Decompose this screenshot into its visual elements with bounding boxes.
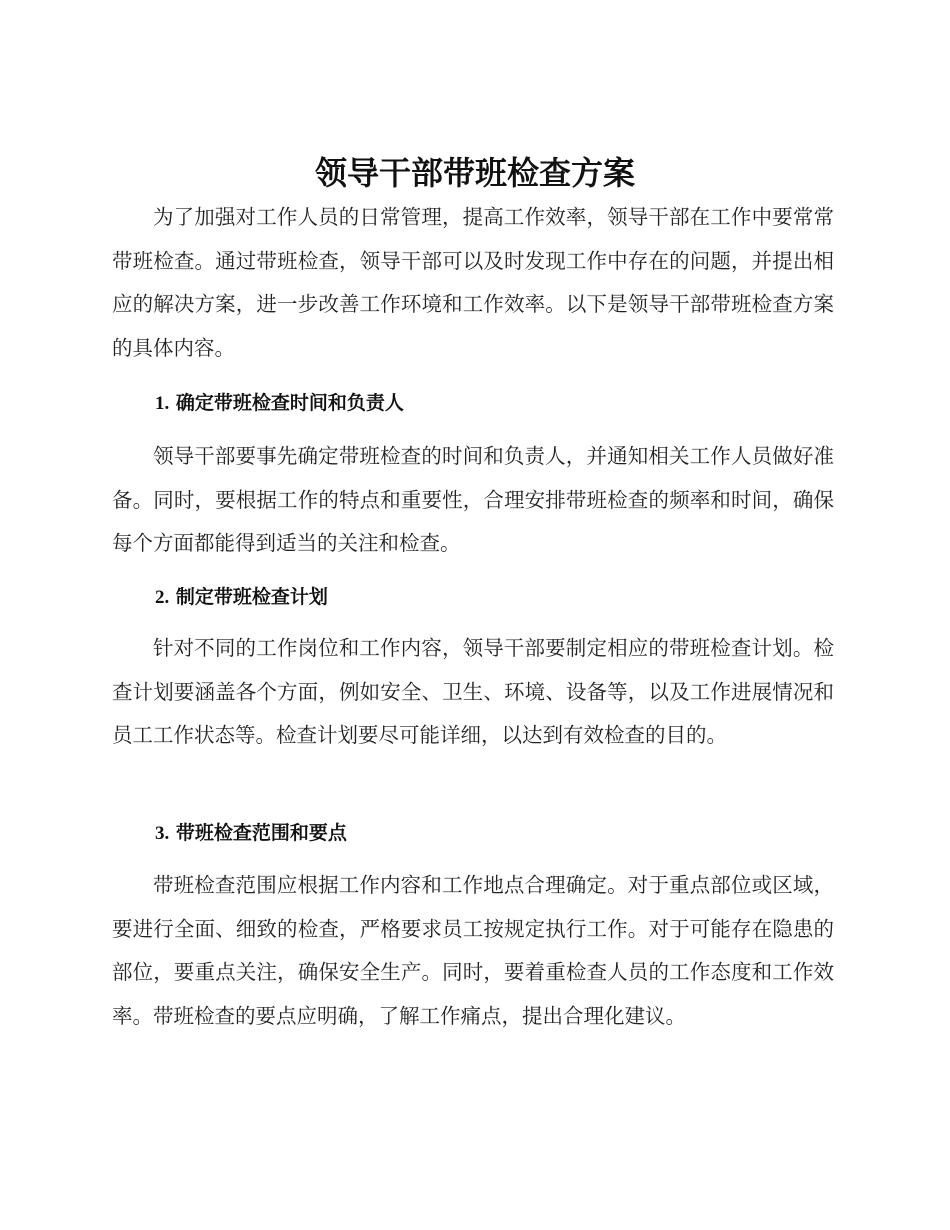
section-1-number: 1.: [155, 393, 170, 414]
section-3-body: 带班检查范围应根据工作内容和工作地点合理确定。对于重点部位或区域，要进行全面、细致的检查，严格要求员工按规定执行工作。对于可能存在隐患的部位，要重点关注，确保安全生产。同时，要着重检查人员的工作态度和工作效率。带班检查的要点应明确，了解工作痛点，提出合理化建议。: [112, 873, 834, 1028]
section-1-heading: [155, 388, 404, 419]
intro-paragraph: 为了加强对工作人员的日常管理，提高工作效率，领导干部在工作中要常常带班检查。通过带班检查，领导干部可以及时发现工作中存在的问题，并提出相应的解决方案，进一步改善工作环境和工作效率。以下是领导干部带班检查方案的具体内容。: [112, 205, 834, 360]
section-1-title: 确定带班检查时间和负责人: [175, 392, 404, 414]
section-2-body: 针对不同的工作岗位和工作内容，领导干部要制定相应的带班检查计划。检查计划要涵盖各个方面，例如安全、卫生、环境、设备等，以及工作进展情况和员工工作状态等。检查计划要尽可能详细，以达到有效检查的目的。: [112, 636, 834, 747]
section-2-heading: [155, 582, 328, 613]
section-1-body: 领导干部要事先确定带班检查的时间和负责人，并通知相关工作人员做好准备。同时，要根据工作的特点和重要性，合理安排带班检查的频率和时间，确保每个方面都能得到适当的关注和检查。: [112, 444, 834, 555]
section-2-title: 制定带班检查计划: [175, 586, 328, 608]
section-3-number: 3.: [155, 823, 170, 844]
section-3-heading: [155, 818, 347, 849]
document-title: 领导干部带班检查方案: [314, 154, 635, 192]
section-2-number: 2.: [155, 587, 170, 608]
section-3-title: 带班检查范围和要点: [175, 822, 347, 844]
